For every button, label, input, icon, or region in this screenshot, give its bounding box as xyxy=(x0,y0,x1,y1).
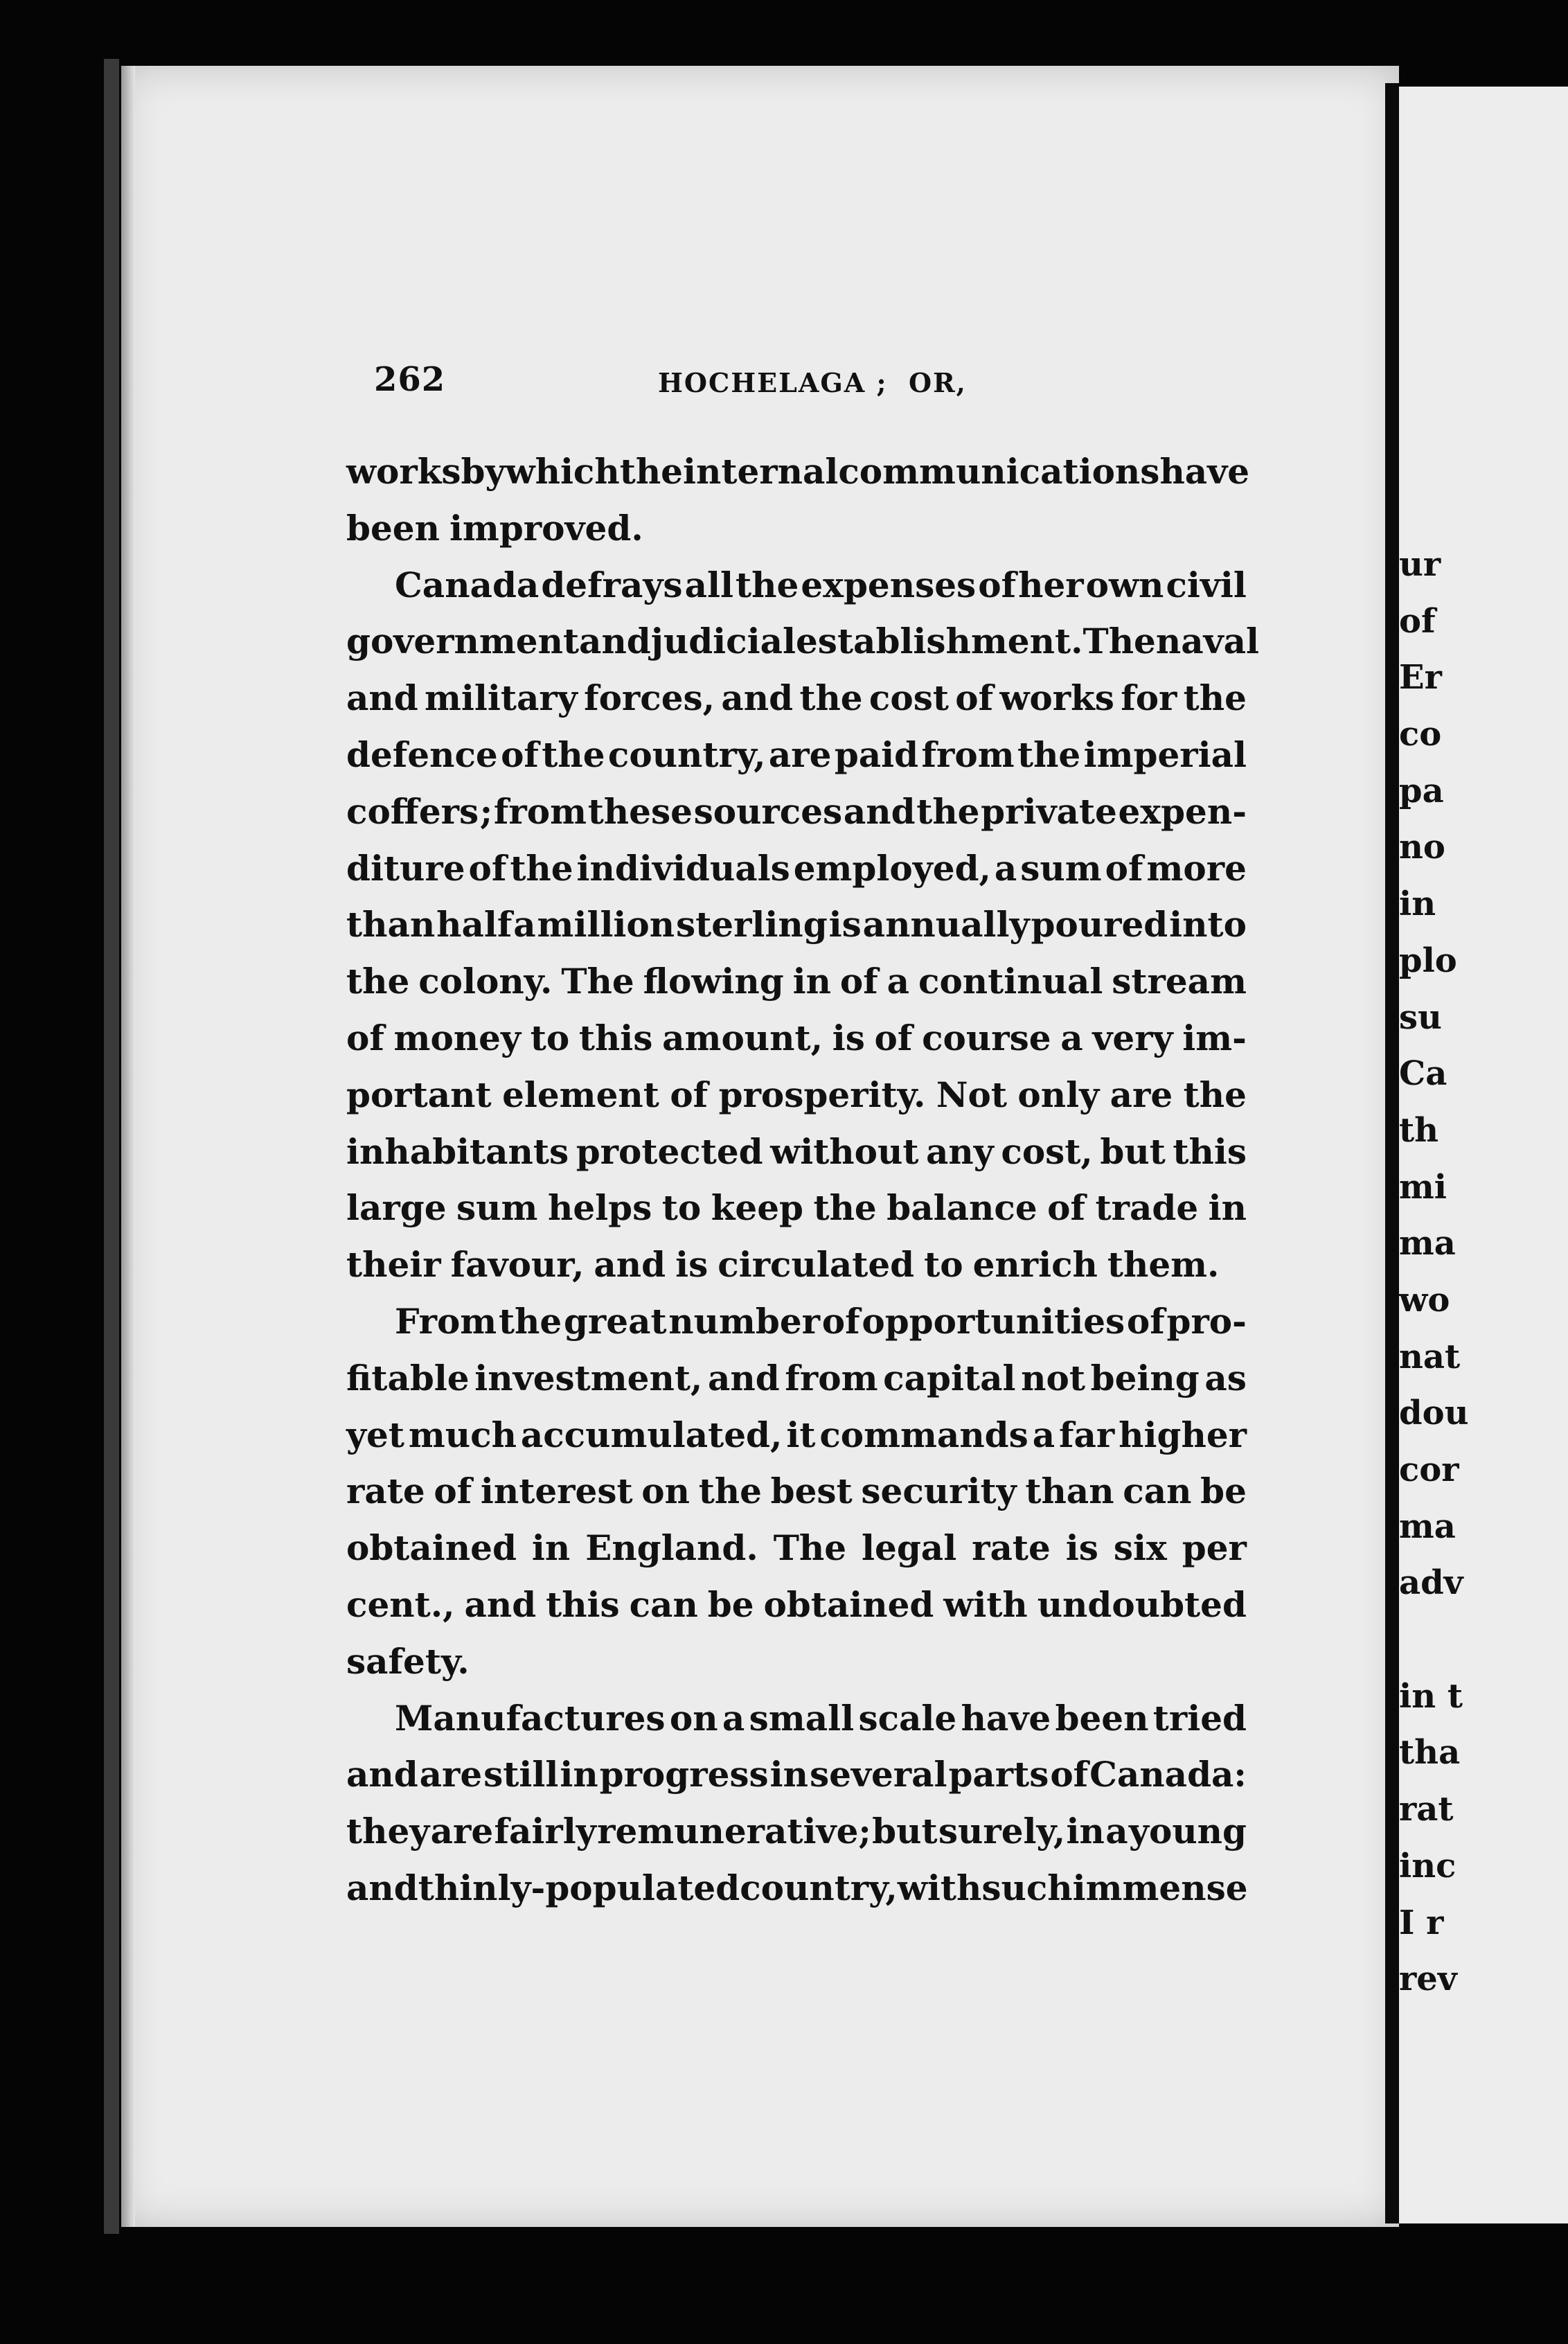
text-line: inhabitants protected without any cost, but this xyxy=(346,1130,1247,1172)
facing-line-fragment: wo xyxy=(1399,1280,1450,1320)
facing-line-fragment: ma xyxy=(1399,1224,1456,1263)
text-line: their favour, and is circulated to enrich them. xyxy=(346,1244,1220,1286)
facing-line-fragment: of xyxy=(1399,601,1436,641)
text-line: cent., and this can be obtained with undoubted xyxy=(346,1583,1247,1625)
text-line: they are fairly remunerative; but surely, in a young xyxy=(346,1811,1247,1852)
text-line: obtained in England. The legal rate is six per xyxy=(346,1527,1247,1569)
text-line: defence of the country, are paid from the imperial xyxy=(346,734,1247,775)
text-line: of money to this amount, is of course a very im- xyxy=(346,1017,1247,1058)
facing-line-fragment: rev xyxy=(1399,1960,1457,1999)
facing-line-fragment: rat xyxy=(1399,1790,1454,1829)
facing-line-fragment: tha xyxy=(1399,1733,1461,1773)
facing-line-fragment: co xyxy=(1399,715,1442,754)
text-line: and are still in progress in several parts of Canada: xyxy=(346,1754,1247,1795)
text-line: and military forces, and the cost of works for the xyxy=(346,677,1247,719)
facing-line-fragment: no xyxy=(1399,828,1445,867)
running-title: HOCHELAGA ; OR, xyxy=(658,367,967,398)
facing-line-fragment: Ca xyxy=(1399,1054,1447,1094)
text-line: government and judicial establishment. The naval xyxy=(346,621,1260,662)
facing-line-fragment: su xyxy=(1399,997,1442,1037)
text-line: rate of interest on the best security than can be xyxy=(346,1471,1247,1512)
facing-line-fragment: I r xyxy=(1399,1903,1444,1942)
text-line: yet much accumulated, it commands a far higher xyxy=(346,1414,1247,1455)
text-line: been improved. xyxy=(346,507,643,549)
text-line: and thinly-populated country, with such immense xyxy=(346,1867,1248,1908)
facing-line-fragment: inc xyxy=(1399,1846,1456,1885)
text-line: coffers ; from these sources and the private expen- xyxy=(346,790,1247,832)
text-line: than half a million sterling is annually poured into xyxy=(346,904,1247,945)
page-number: 262 xyxy=(374,360,446,399)
facing-line-fragment: adv xyxy=(1399,1563,1463,1603)
facing-line-fragment: th xyxy=(1399,1110,1439,1150)
text-line: Manufactures on a small scale have been tried xyxy=(395,1697,1247,1739)
facing-line-fragment: ur xyxy=(1399,545,1441,584)
text-line: the colony. The flowing in of a continual stream xyxy=(346,961,1247,1002)
left-page-edge xyxy=(104,59,119,2234)
text-line: large sum helps to keep the balance of trade in xyxy=(346,1187,1247,1229)
facing-line-fragment: in t xyxy=(1399,1676,1463,1716)
text-line: Canada defrays all the expenses of her own civil xyxy=(395,564,1247,605)
facing-line-fragment: dou xyxy=(1399,1394,1469,1433)
facing-line-fragment: ma xyxy=(1399,1507,1456,1546)
text-line: From the great number of opportunities of pro- xyxy=(395,1300,1247,1342)
facing-line-fragment: nat xyxy=(1399,1337,1461,1376)
facing-line-fragment: cor xyxy=(1399,1450,1459,1489)
facing-line-fragment: Er xyxy=(1399,658,1442,698)
text-line: works by which the internal communications have xyxy=(346,451,1250,492)
facing-line-fragment: pa xyxy=(1399,771,1444,810)
facing-line-fragment: in xyxy=(1399,885,1436,924)
facing-page-lines xyxy=(1399,537,1568,2008)
text-line: safety. xyxy=(346,1640,470,1682)
text-line: diture of the individuals employed, a sum of more xyxy=(346,847,1247,889)
facing-page-fragment xyxy=(1399,87,1568,2223)
text-line: fitable investment, and from capital not being as xyxy=(346,1357,1247,1399)
book-gutter xyxy=(1385,83,1399,2223)
facing-line-fragment xyxy=(1399,1612,1568,1669)
facing-line-fragment: mi xyxy=(1399,1167,1447,1207)
body-text xyxy=(346,443,1260,1917)
facing-line-fragment: plo xyxy=(1399,941,1457,980)
text-line: portant element of prosperity. Not only are the xyxy=(346,1074,1247,1115)
running-header xyxy=(374,360,1267,416)
